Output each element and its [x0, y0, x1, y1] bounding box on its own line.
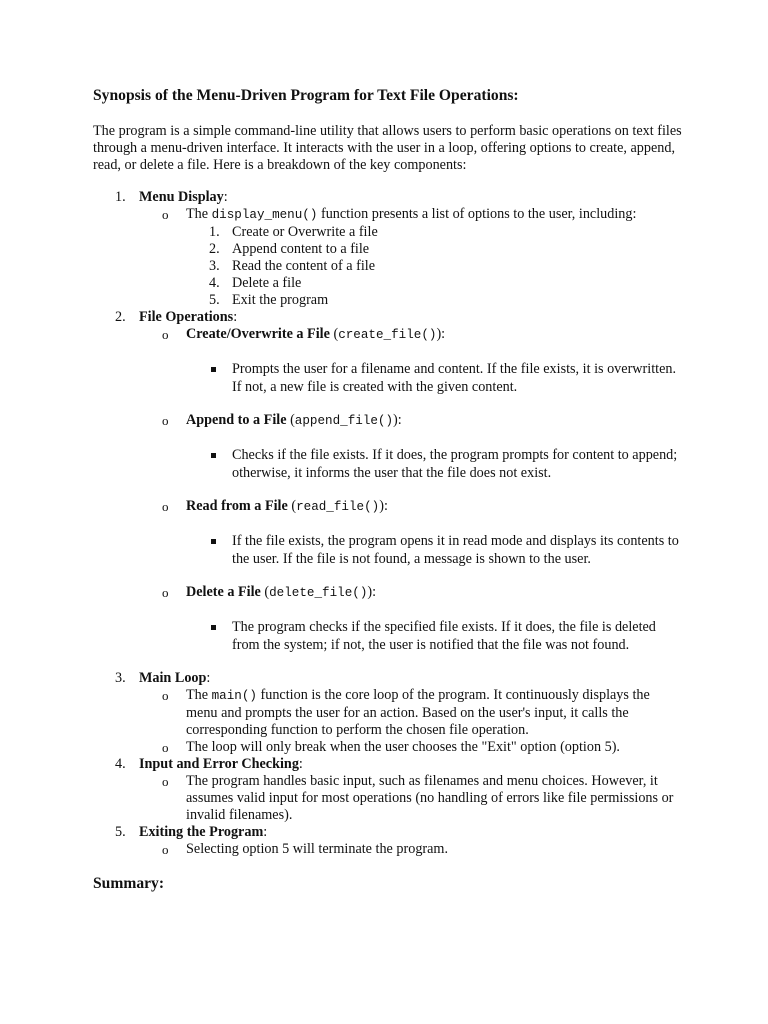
document-title: Synopsis of the Menu-Driven Program for Text File Operations: [93, 87, 519, 104]
operation-delete [93, 584, 683, 602]
option-number: 1. [209, 224, 220, 240]
code-create-file: create_file() [338, 328, 437, 342]
bullet-marker: o [162, 413, 169, 428]
menu-option [93, 241, 683, 258]
text-run: Selecting option 5 will terminate the program. [186, 841, 449, 857]
section-input-error-checking [93, 756, 683, 773]
bullet-marker: o [162, 688, 169, 703]
text-run: The [186, 687, 212, 703]
bullet-marker: o [162, 842, 169, 857]
section-heading: Main Loop [139, 670, 207, 686]
bullet-marker: o [162, 207, 169, 222]
menu-option [93, 224, 683, 241]
operation-detail [93, 447, 683, 482]
bullet-marker: o [162, 774, 169, 789]
menu-option [93, 275, 683, 292]
menu-option [93, 292, 683, 309]
square-bullet [211, 453, 216, 458]
operation-create [93, 326, 683, 344]
text-run: The [186, 206, 212, 222]
bullet-marker: o [162, 327, 169, 342]
text-run: ( [287, 498, 297, 514]
operation-name: Delete a File [186, 584, 261, 600]
section-colon: : [298, 756, 303, 772]
text-run: function presents a list of options to the user, including: [317, 206, 637, 222]
section-colon: : [223, 189, 228, 205]
option-text: Delete a file [232, 275, 302, 291]
section-main-loop [93, 670, 683, 687]
operation-read [93, 498, 683, 516]
square-bullet [211, 367, 216, 372]
section-number: 2. [115, 309, 126, 325]
section-number: 1. [115, 189, 126, 205]
text-run: ): [379, 498, 388, 514]
option-text: Exit the program [232, 292, 329, 308]
operation-append [93, 412, 683, 430]
list-item [93, 206, 683, 224]
section-colon: : [206, 670, 211, 686]
operation-name: Create/Overwrite a File [186, 326, 330, 342]
text-run: ): [436, 326, 446, 342]
detail-text: Checks if the file exists. If it does, the program prompts for content to append; otherwise, it informs the user that the file does not exist. [232, 447, 678, 481]
detail-text: If the file exists, the program opens it in read mode and displays its contents to the user. If the file is not found, a message is shown to the user. [232, 533, 679, 567]
section-colon: : [263, 824, 268, 840]
section-number: 3. [115, 670, 126, 686]
code-read-file: read_file() [296, 500, 380, 514]
text-run: ): [367, 584, 377, 600]
text-run: ): [393, 412, 402, 428]
operation-name: Read from a File [186, 498, 288, 514]
operation-detail [93, 619, 683, 654]
list-item [93, 773, 683, 824]
text-run: function is the core loop of the program. It continuously displays the menu and prompts the user for an action. Based on the user's input, it calls the corresponding function to perform the chosen file operation. [186, 687, 650, 738]
section-heading: Exiting the Program [139, 824, 264, 840]
code-append-file: append_file() [294, 414, 394, 428]
code-display-menu: display_menu() [211, 208, 318, 222]
menu-option [93, 258, 683, 275]
square-bullet [211, 539, 216, 544]
section-menu-display [93, 189, 683, 206]
detail-text: Prompts the user for a filename and content. If the file exists, it is overwritten. If not, a new file is created with the given content. [232, 361, 677, 395]
section-exiting [93, 824, 683, 841]
section-number: 5. [115, 824, 126, 840]
code-delete-file: delete_file() [269, 586, 368, 600]
option-number: 3. [209, 258, 220, 274]
operation-detail [93, 533, 683, 568]
section-colon: : [233, 309, 238, 325]
bullet-marker: o [162, 740, 169, 755]
code-main: main() [211, 689, 257, 703]
text-run: ( [329, 326, 339, 342]
option-number: 2. [209, 241, 220, 257]
summary-heading: Summary: [93, 875, 165, 892]
option-number: 5. [209, 292, 220, 308]
option-text: Create or Overwrite a file [232, 224, 378, 240]
text-run: ( [260, 584, 270, 600]
list-item [93, 739, 683, 756]
detail-text: The program checks if the specified file exists. If it does, the file is deleted from the system; if not, the user is notified that the file was not found. [232, 619, 656, 653]
document-page [93, 86, 683, 893]
list-item [93, 687, 683, 739]
operation-detail [93, 361, 683, 396]
operation-name: Append to a File [186, 412, 287, 428]
section-heading: File Operations [139, 309, 234, 325]
section-number: 4. [115, 756, 126, 772]
section-heading: Menu Display [139, 189, 224, 205]
bullet-marker: o [162, 499, 169, 514]
list-item [93, 841, 683, 858]
section-heading: Input and Error Checking [139, 756, 299, 772]
text-run: The program handles basic input, such as filenames and menu choices. However, it assumes valid input for most operations (no handling of errors like file permissions or invalid filenames). [186, 773, 674, 823]
text-run: The loop will only break when the user chooses the "Exit" option (option 5). [186, 739, 620, 755]
option-text: Read the content of a file [232, 258, 375, 274]
intro-paragraph: The program is a simple command-line utility that allows users to perform basic operations on text files through a menu-driven interface. It interacts with the user in a loop, offering options to create, append, read, or delete a file. Here is a breakdown of the key components: [93, 123, 682, 173]
square-bullet [211, 625, 216, 630]
section-file-operations [93, 309, 683, 326]
text-run: ( [286, 412, 295, 428]
bullet-marker: o [162, 585, 169, 600]
option-number: 4. [209, 275, 220, 291]
option-text: Append content to a file [232, 241, 370, 257]
